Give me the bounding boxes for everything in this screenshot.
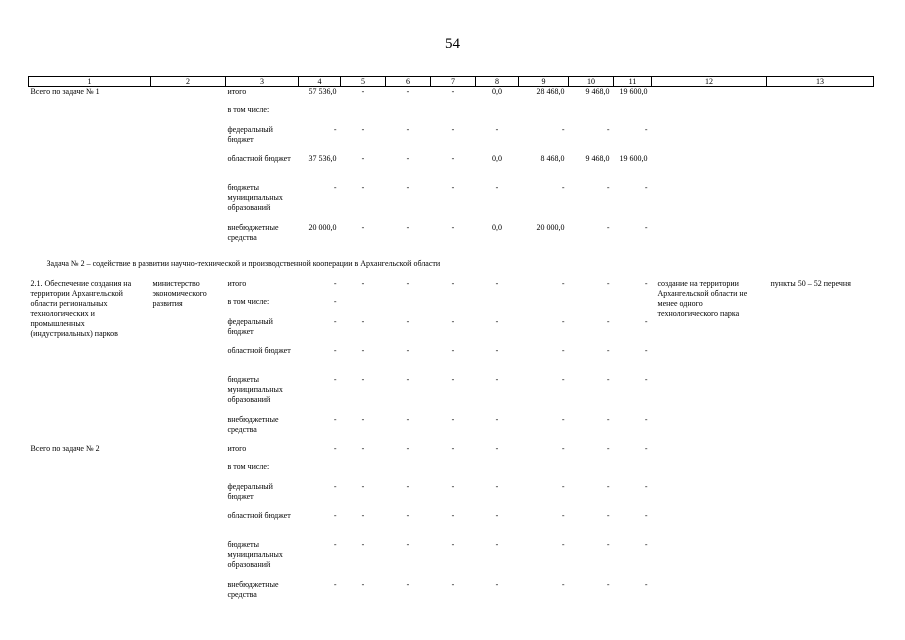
value-cell: - — [606, 481, 610, 491]
funding-source-cell: итого — [227, 278, 247, 288]
value-cell: - — [644, 124, 648, 134]
value-cell: - — [361, 345, 365, 355]
value-cell — [519, 462, 569, 482]
value-cell: 20 000,0 — [536, 222, 565, 232]
funding-source-cell: федеральный бюджет — [227, 481, 273, 501]
value-cell: - — [406, 153, 410, 163]
value-cell: - — [606, 182, 610, 192]
value-cell — [386, 105, 431, 125]
value-cell: - — [561, 481, 565, 491]
value-cell: - — [361, 222, 365, 232]
value-cell: - — [561, 278, 565, 288]
value-cell: - — [333, 579, 337, 589]
funding-source-cell: внебюджетные средства — [227, 579, 279, 599]
table-body — [29, 77, 874, 609]
value-cell — [386, 462, 431, 482]
column-number: 12 — [652, 77, 767, 87]
value-cell: 28 468,0 — [536, 87, 565, 96]
table-row — [29, 87, 874, 105]
funding-source-cell: в том числе: — [227, 296, 270, 306]
value-cell: - — [333, 443, 337, 453]
value-cell: - — [451, 345, 455, 355]
value-cell: - — [361, 579, 365, 589]
value-cell: - — [333, 316, 337, 326]
value-cell: 0,0 — [492, 87, 502, 96]
value-cell: - — [406, 579, 410, 589]
value-cell — [569, 105, 614, 125]
value-cell: - — [606, 278, 610, 288]
value-cell — [341, 105, 386, 125]
value-cell: - — [561, 579, 565, 589]
result-cell: создание на территории Архангельской области не менее одного технологического парка — [657, 278, 748, 318]
value-cell: 19 600,0 — [619, 153, 648, 163]
value-cell: - — [644, 222, 648, 232]
executor-cell: министерство экономического развития — [152, 278, 207, 308]
value-cell: - — [333, 124, 337, 134]
result-cell — [652, 444, 767, 609]
value-cell: - — [406, 278, 410, 288]
value-cell: 9 468,0 — [585, 153, 610, 163]
column-number: 2 — [151, 77, 226, 87]
value-cell: - — [361, 374, 365, 384]
funding-source-cell: федеральный бюджет — [227, 124, 273, 144]
value-cell: - — [406, 414, 410, 424]
funding-source-cell: внебюджетные средства — [227, 222, 279, 242]
value-cell — [341, 297, 386, 317]
column-number: 10 — [569, 77, 614, 87]
value-cell — [341, 462, 386, 482]
executor-cell — [151, 87, 226, 252]
value-cell: - — [361, 316, 365, 326]
value-cell: - — [406, 481, 410, 491]
value-cell: - — [451, 510, 455, 520]
column-number: 6 — [386, 77, 431, 87]
column-number: 4 — [299, 77, 341, 87]
value-cell: - — [451, 443, 455, 453]
value-cell: - — [561, 510, 565, 520]
measure-name-cell: Всего по задаче № 1 — [30, 87, 100, 96]
task-heading-row — [29, 252, 874, 279]
value-cell: - — [644, 345, 648, 355]
value-cell: - — [361, 481, 365, 491]
value-cell: - — [606, 539, 610, 549]
result-cell — [652, 87, 767, 252]
table-row — [29, 279, 874, 297]
value-cell: - — [361, 539, 365, 549]
value-cell: - — [406, 222, 410, 232]
value-cell — [476, 297, 519, 317]
value-cell — [431, 105, 476, 125]
value-cell: - — [495, 316, 499, 326]
value-cell: - — [495, 539, 499, 549]
value-cell: - — [606, 414, 610, 424]
value-cell: - — [333, 481, 337, 491]
value-cell: - — [644, 481, 648, 491]
column-number: 9 — [519, 77, 569, 87]
column-number: 8 — [476, 77, 519, 87]
value-cell: - — [495, 443, 499, 453]
funding-source-cell: в том числе: — [227, 461, 270, 471]
value-cell: - — [333, 345, 337, 355]
funding-source-cell: итого — [227, 443, 247, 453]
value-cell: 0,0 — [492, 222, 502, 232]
funding-source-cell: областной бюджет — [227, 345, 291, 355]
funding-source-cell: бюджеты муниципальных образований — [227, 182, 283, 212]
value-cell: - — [361, 182, 365, 192]
value-cell: 19 600,0 — [619, 87, 648, 96]
value-cell: - — [561, 124, 565, 134]
reference-cell — [767, 87, 874, 252]
value-cell: - — [561, 539, 565, 549]
value-cell: - — [333, 539, 337, 549]
value-cell — [299, 462, 341, 482]
value-cell: - — [644, 414, 648, 424]
budget-table — [28, 76, 874, 609]
value-cell — [299, 105, 341, 125]
value-cell: - — [451, 414, 455, 424]
value-cell: - — [495, 345, 499, 355]
value-cell: - — [406, 316, 410, 326]
measure-name-cell: 2.1. Обеспечение создания на территории Архангельской области региональных технологических и промышленных (индустриальных) парков — [30, 278, 132, 338]
value-cell — [386, 297, 431, 317]
page-number: 54 — [445, 36, 460, 52]
value-cell: - — [333, 374, 337, 384]
value-cell: - — [451, 222, 455, 232]
funding-source-cell: областной бюджет — [227, 510, 291, 520]
column-number: 13 — [767, 77, 874, 87]
value-cell: - — [606, 579, 610, 589]
value-cell: - — [451, 374, 455, 384]
column-number: 11 — [614, 77, 652, 87]
value-cell: - — [644, 539, 648, 549]
value-cell — [519, 105, 569, 125]
value-cell: - — [406, 443, 410, 453]
value-cell: - — [495, 124, 499, 134]
executor-cell — [151, 444, 226, 609]
value-cell: - — [644, 278, 648, 288]
value-cell — [614, 105, 652, 125]
value-cell: - — [451, 87, 455, 96]
value-cell: - — [606, 124, 610, 134]
value-cell: - — [361, 278, 365, 288]
funding-source-cell: в том числе: — [227, 104, 270, 114]
value-cell: - — [606, 316, 610, 326]
value-cell: - — [644, 182, 648, 192]
funding-source-cell: бюджеты муниципальных образований — [227, 539, 283, 569]
funding-source-cell: областной бюджет — [227, 153, 291, 163]
task-heading: Задача № 2 – содействие в развитии научно-технической и производственной кооперации в Архангельской области — [46, 258, 441, 268]
value-cell: - — [361, 414, 365, 424]
value-cell: - — [495, 414, 499, 424]
column-number: 1 — [29, 77, 151, 87]
value-cell: - — [495, 182, 499, 192]
value-cell: 20 000,0 — [308, 222, 337, 232]
funding-source-cell: федеральный бюджет — [227, 316, 273, 336]
value-cell: - — [451, 579, 455, 589]
value-cell: 8 468,0 — [540, 153, 565, 163]
value-cell — [614, 462, 652, 482]
value-cell: - — [606, 374, 610, 384]
value-cell: - — [361, 124, 365, 134]
measure-name-cell: Всего по задаче № 2 — [30, 443, 100, 453]
value-cell: - — [495, 481, 499, 491]
value-cell: - — [361, 87, 365, 96]
table-row — [29, 444, 874, 462]
value-cell: - — [561, 414, 565, 424]
value-cell: - — [561, 374, 565, 384]
value-cell: - — [644, 510, 648, 520]
value-cell: - — [495, 374, 499, 384]
value-cell: - — [333, 414, 337, 424]
value-cell: - — [333, 510, 337, 520]
value-cell: - — [361, 510, 365, 520]
column-number: 5 — [341, 77, 386, 87]
value-cell: - — [606, 510, 610, 520]
value-cell: - — [644, 316, 648, 326]
value-cell: - — [361, 153, 365, 163]
value-cell: - — [406, 510, 410, 520]
value-cell: - — [333, 182, 337, 192]
funding-source-cell: итого — [227, 87, 247, 96]
value-cell: - — [451, 539, 455, 549]
value-cell: - — [561, 443, 565, 453]
value-cell: - — [451, 182, 455, 192]
value-cell: - — [561, 345, 565, 355]
value-cell: - — [451, 316, 455, 326]
value-cell: - — [333, 278, 337, 288]
reference-cell: пункты 50 – 52 перечня — [770, 278, 851, 288]
value-cell: - — [361, 443, 365, 453]
column-number: 3 — [226, 77, 299, 87]
value-cell: - — [644, 579, 648, 589]
value-cell: - — [561, 182, 565, 192]
value-cell: - — [495, 579, 499, 589]
value-cell: - — [495, 510, 499, 520]
value-cell: - — [406, 374, 410, 384]
value-cell: - — [333, 296, 337, 306]
value-cell: 57 536,0 — [308, 87, 337, 96]
value-cell: - — [406, 539, 410, 549]
value-cell: - — [406, 124, 410, 134]
funding-source-cell: внебюджетные средства — [227, 414, 279, 434]
value-cell: - — [451, 124, 455, 134]
value-cell: - — [406, 87, 410, 96]
value-cell: - — [451, 481, 455, 491]
value-cell — [614, 297, 652, 317]
value-cell — [569, 462, 614, 482]
value-cell: - — [451, 153, 455, 163]
value-cell: - — [495, 278, 499, 288]
value-cell: 9 468,0 — [585, 87, 610, 96]
value-cell: 37 536,0 — [308, 153, 337, 163]
value-cell: - — [606, 222, 610, 232]
column-number-row — [29, 77, 874, 87]
column-number: 7 — [431, 77, 476, 87]
value-cell — [476, 462, 519, 482]
value-cell: - — [644, 374, 648, 384]
value-cell — [569, 297, 614, 317]
value-cell — [431, 297, 476, 317]
value-cell: - — [451, 278, 455, 288]
value-cell — [519, 297, 569, 317]
value-cell: 0,0 — [492, 153, 502, 163]
value-cell — [476, 105, 519, 125]
value-cell: - — [606, 345, 610, 355]
value-cell: - — [561, 316, 565, 326]
value-cell: - — [406, 345, 410, 355]
reference-cell — [767, 444, 874, 609]
value-cell: - — [406, 182, 410, 192]
funding-source-cell: бюджеты муниципальных образований — [227, 374, 283, 404]
value-cell: - — [644, 443, 648, 453]
value-cell: - — [606, 443, 610, 453]
value-cell — [431, 462, 476, 482]
